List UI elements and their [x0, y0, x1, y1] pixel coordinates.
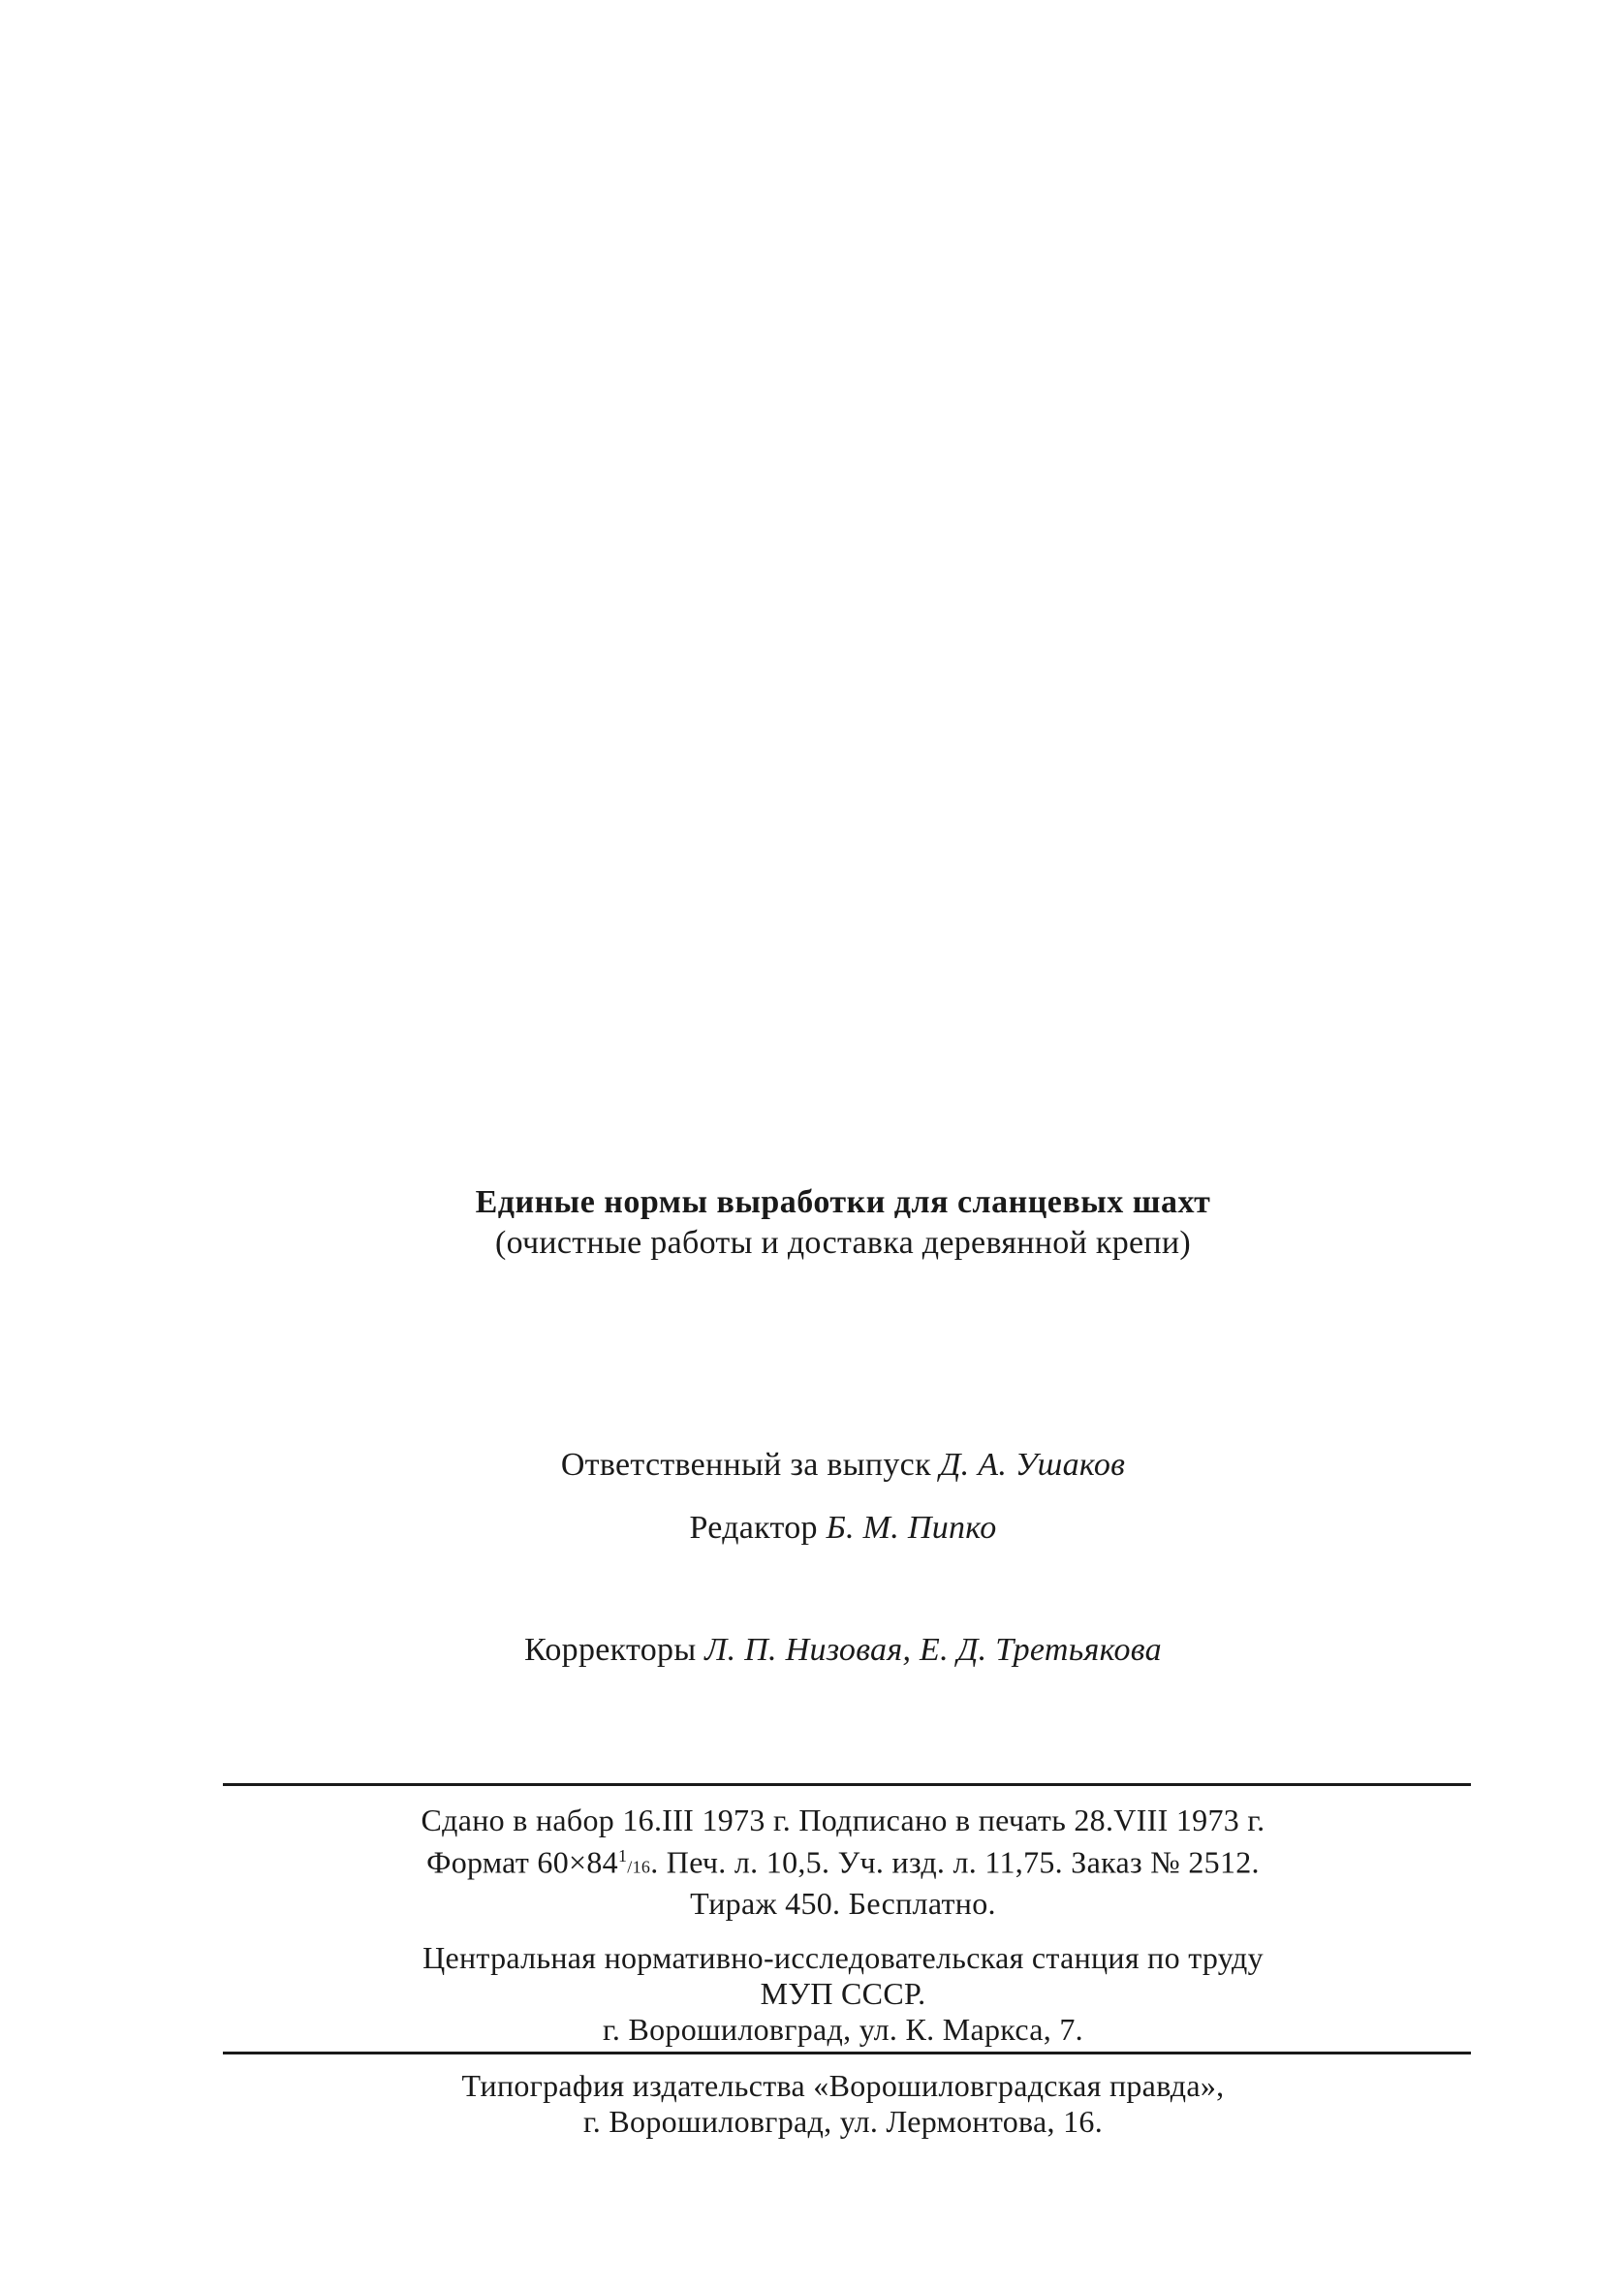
format-prefix: Формат 60×84: [426, 1844, 618, 1880]
bottom-divider: [223, 2052, 1471, 2054]
editor-name: Б. М. Пипко: [826, 1510, 997, 1546]
correctors-names: Л. П. Низовая, Е. Д. Третьякова: [704, 1632, 1162, 1668]
publisher-org-line: МУП СССР.: [760, 1976, 926, 2011]
book-title: Единые нормы выработки для сланцевых шахт: [475, 1184, 1211, 1220]
print-dates-line: Сдано в набор 16.III 1973 г. Подписано в печать 28.VIII 1973 г.: [421, 1803, 1265, 1837]
correctors-label: Корректоры: [524, 1632, 697, 1668]
responsible-editor-credit: [223, 1447, 1463, 1484]
top-divider: [223, 1783, 1471, 1786]
format-numerator: 1: [617, 1846, 628, 1866]
printer-details: [223, 2068, 1463, 2140]
responsible-name: Д. А. Ушаков: [939, 1447, 1126, 1483]
editor-label: Редактор: [689, 1510, 818, 1546]
print-details: [223, 1803, 1463, 1922]
editor-credit: [223, 1510, 1463, 1547]
format-suffix: . Печ. л. 10,5. Уч. изд. л. 11,75. Заказ № 2512.: [650, 1844, 1260, 1880]
publisher-details: [223, 1940, 1463, 2048]
book-subtitle: (очистные работы и доставка деревянной крепи): [494, 1225, 1192, 1261]
format-line: [223, 1838, 1463, 1886]
responsible-label: Ответственный за выпуск: [560, 1447, 931, 1483]
printer-address-line: г. Ворошиловград, ул. Лермонтова, 16.: [582, 2104, 1103, 2139]
publisher-address-line: г. Ворошиловград, ул. К. Маркса, 7.: [603, 2012, 1083, 2047]
format-denominator: /16: [627, 1857, 651, 1877]
circulation-line: Тираж 450. Бесплатно.: [690, 1885, 996, 1921]
printer-name-line: Типография издательства «Ворошиловградская правда»,: [461, 2068, 1225, 2103]
correctors-credit: [223, 1632, 1463, 1669]
publisher-name-line: Центральная нормативно-исследовательская станция по труду: [422, 1940, 1264, 1975]
